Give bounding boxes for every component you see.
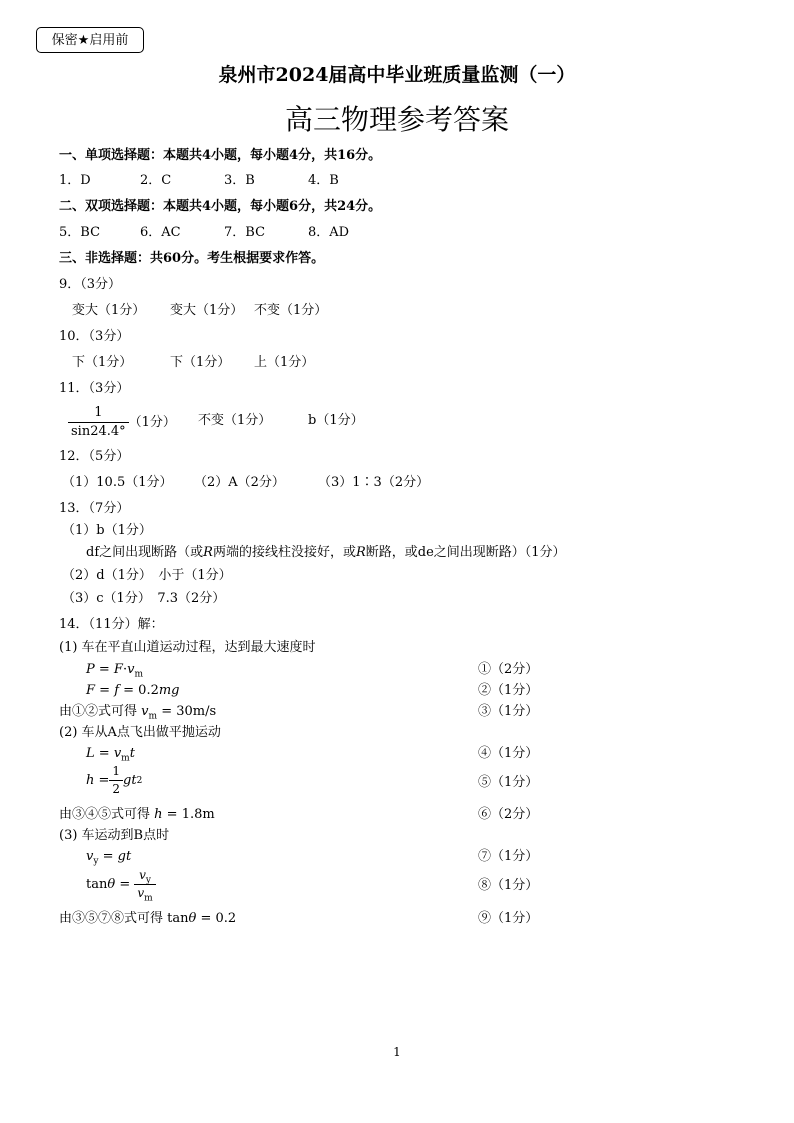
q14-score-3: ③（1分） <box>478 704 539 719</box>
q10-answer-2: 下（1分） <box>170 355 231 370</box>
page-number: 1 <box>393 1045 401 1059</box>
q13-part-1: （1）b（1分） <box>62 523 152 538</box>
q11-fraction-numerator: 1 <box>94 405 103 420</box>
q12-heading: 12．（5分） <box>59 449 130 464</box>
q14-score-6: ⑥（2分） <box>478 807 539 822</box>
answer-8: 8．AD <box>308 225 350 240</box>
q14-eq-4: $L = v_mt$ <box>86 746 135 764</box>
q9-answer-1: 变大（1分） <box>72 303 146 318</box>
q9-answer-2: 变大（1分） <box>170 303 244 318</box>
answer-5: 5．BC <box>59 225 101 240</box>
section-3-heading: 三、非选择题：共60分。考生根据要求作答。 <box>59 251 325 266</box>
answer-3: 3．B <box>224 173 255 188</box>
q14-eq-7: $v_y$ = gt <box>86 849 132 867</box>
q10-heading: 10．（3分） <box>59 329 130 344</box>
confidential-badge: 保密★启用前 <box>36 27 144 53</box>
q11-fraction-denominator: sin24.4° <box>68 422 129 440</box>
q13-heading: 13．（7分） <box>59 501 130 516</box>
q14-part-1: (1) 车在平直山道运动过程，达到最大速度时 <box>59 640 316 655</box>
q14-score-2: ②（1分） <box>478 683 539 698</box>
q11-answer-1 <box>68 406 176 440</box>
q11-fraction <box>68 406 129 440</box>
answer-1: 1．D <box>59 173 91 188</box>
q14-score-7: ⑦（1分） <box>478 849 539 864</box>
q10-answer-1: 下（1分） <box>72 355 133 370</box>
q14-eq-5: h = $\frac{1}{2}$ gt 2 <box>86 764 143 796</box>
q14-eq-3: 由①②式可得 $v_m = 30m/s$ <box>59 704 217 722</box>
q14-eq-2: F = f = 0.2mg <box>86 683 180 698</box>
answer-key-title: 高三物理参考答案 <box>284 103 509 136</box>
q14-score-9: ⑨（1分） <box>478 911 539 926</box>
q13-part-3: （3）c（1分） 7.3（2分） <box>62 591 226 606</box>
q14-score-5: ⑤（1分） <box>478 775 539 790</box>
answer-4: 4．B <box>308 173 339 188</box>
q14-heading: 14．（11分）解： <box>59 617 164 632</box>
q10-answer-3: 上（1分） <box>254 355 315 370</box>
answer-6: 6．AC <box>140 225 181 240</box>
exam-title: 泉州市2024届高中毕业班质量监测（一） <box>218 64 576 86</box>
q13-part-1-note: df之间出现断路（或R两端的接线柱没接好，或R断路，或de之间出现断路）（1分） <box>86 545 566 560</box>
q11-answer-2: 不变（1分） <box>198 413 272 428</box>
q12-answer-3: （3）1∶3（2分） <box>318 475 430 490</box>
q14-eq-8: tan θ = $\frac{v_y}{v_m}$ <box>86 869 156 901</box>
answer-2: 2．C <box>140 173 172 188</box>
q9-answer-3: 不变（1分） <box>254 303 328 318</box>
q14-score-4: ④（1分） <box>478 746 539 761</box>
section-1-heading: 一、单项选择题：本题共4小题，每小题4分，共16分。 <box>59 148 382 163</box>
q14-score-1: ①（2分） <box>478 662 539 677</box>
q14-eq-9: 由③⑤⑦⑧式可得 tanθ = 0.2 <box>59 911 237 926</box>
q11-answer-3: b（1分） <box>308 413 364 428</box>
q14-score-8: ⑧（1分） <box>478 878 539 893</box>
q14-eq-6: 由③④⑤式可得 h = 1.8m <box>59 807 215 822</box>
q13-part-2: （2）d（1分） 小于（1分） <box>62 568 232 583</box>
q9-heading: 9．（3分） <box>59 277 122 292</box>
q11-answer-1-score: （1分） <box>128 415 176 431</box>
answer-7: 7．BC <box>224 225 266 240</box>
section-2-heading: 二、双项选择题：本题共4小题，每小题6分，共24分。 <box>59 199 382 214</box>
q14-part-3: (3) 车运动到B点时 <box>59 828 170 843</box>
q12-answer-2: （2）A（2分） <box>194 475 285 490</box>
q14-eq-1: $P = F\cdot v_m$ <box>86 662 143 680</box>
q14-part-2: (2) 车从A点飞出做平抛运动 <box>59 725 221 740</box>
q11-heading: 11．（3分） <box>59 381 130 396</box>
q12-answer-1: （1）10.5（1分） <box>62 475 173 490</box>
